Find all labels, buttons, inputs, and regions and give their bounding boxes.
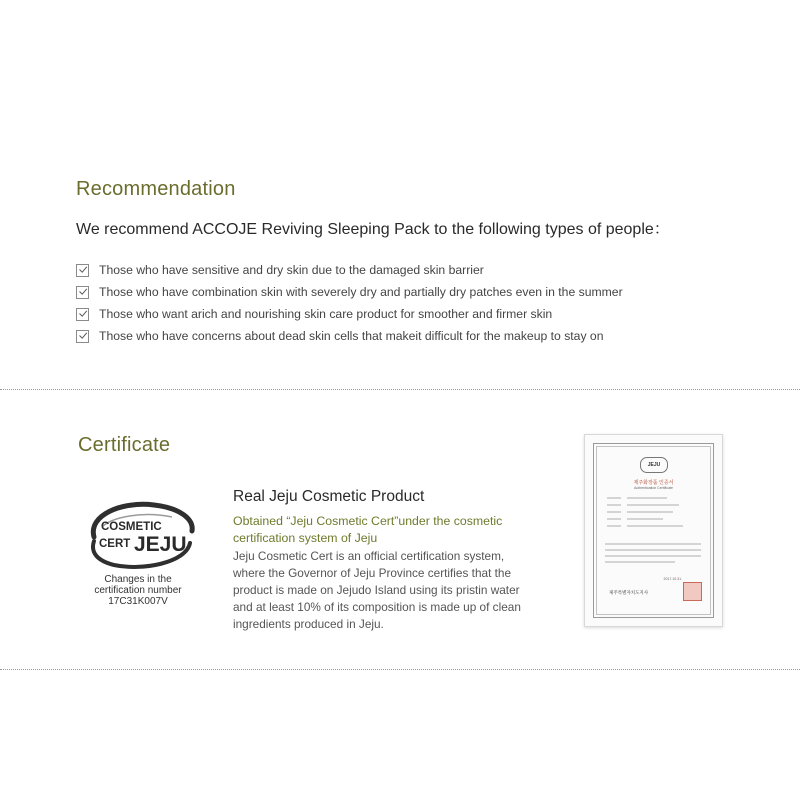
- certificate-field-line: [627, 518, 663, 520]
- recommendation-heading: Recommendation: [76, 178, 236, 200]
- official-seal-icon: [683, 582, 702, 601]
- checkbox-checked-icon: [76, 330, 89, 343]
- jeju-cosmetic-cert-logo: [82, 497, 198, 573]
- list-item: [76, 281, 623, 303]
- recommendation-checklist: [76, 259, 623, 347]
- list-item: [76, 325, 623, 347]
- list-item-text: Those who have concerns about dead skin cells that makeit difficult for the makeup to stay on: [99, 329, 604, 343]
- list-item-text: Those who have sensitive and dry skin due to the damaged skin barrier: [99, 263, 484, 277]
- checkbox-checked-icon: [76, 308, 89, 321]
- certificate-field-line: [607, 504, 621, 506]
- section-divider: [0, 669, 800, 670]
- certificate-logo: JEJU: [640, 457, 668, 473]
- certificate-field-line: [627, 504, 679, 506]
- certificate-field-line: [607, 525, 621, 527]
- product-subtitle: Obtained “Jeju Cosmetic Cert”under the cosmetic certification system of Jeju: [233, 514, 503, 545]
- list-item-text: Those who have combination skin with severely dry and partially dry patches even in the summer: [99, 285, 623, 299]
- certificate-field-line: [607, 518, 621, 520]
- certificate-body-line: [605, 561, 675, 563]
- certificate-heading: Certificate: [78, 434, 171, 456]
- badge-text-jeju: JEJU: [134, 533, 187, 556]
- list-item: [76, 259, 623, 281]
- caption-line: Changes in the: [104, 574, 172, 585]
- certificate-body-line: [605, 555, 701, 557]
- certificate-body-line: [605, 543, 701, 545]
- certificate-body-line: [605, 549, 701, 551]
- checkbox-checked-icon: [76, 286, 89, 299]
- certificate-date: 2017.10.31.: [663, 577, 682, 581]
- certificate-document-image: [584, 434, 723, 627]
- product-title: Real Jeju Cosmetic Product: [233, 488, 425, 505]
- list-item: [76, 303, 623, 325]
- certificate-doc-subtitle: Authentication Certificate: [634, 486, 673, 490]
- certificate-field-line: [607, 497, 621, 499]
- certificate-field-line: [627, 511, 673, 513]
- checkbox-checked-icon: [76, 264, 89, 277]
- recommendation-intro: We recommend ACCOJE Reviving Sleeping Pack to the following types of people：: [76, 221, 670, 238]
- product-description: Jeju Cosmetic Cert is an official certification system, where the Governor of Jeju Province certifies that the product is made on Jejudo Island using its pristin water and at least 10% of its composition is made up of clean ingredients produced in Jeju.: [233, 549, 521, 631]
- certification-number-caption: [78, 574, 198, 607]
- certificate-field-line: [627, 525, 683, 527]
- certificate-doc-title: 제주화장품 인증서: [633, 480, 674, 486]
- badge-text-cert: CERT: [99, 538, 131, 550]
- certificate-signature: 제주특별자치도지사: [609, 590, 649, 595]
- badge-text-cosmetic: COSMETIC: [101, 521, 162, 533]
- caption-line: certification number: [94, 585, 182, 596]
- certification-number: 17C31K007V: [108, 596, 168, 607]
- section-divider: [0, 389, 800, 390]
- certificate-field-line: [627, 497, 667, 499]
- certificate-field-line: [607, 511, 621, 513]
- list-item-text: Those who want arich and nourishing skin care product for smoother and firmer skin: [99, 307, 553, 321]
